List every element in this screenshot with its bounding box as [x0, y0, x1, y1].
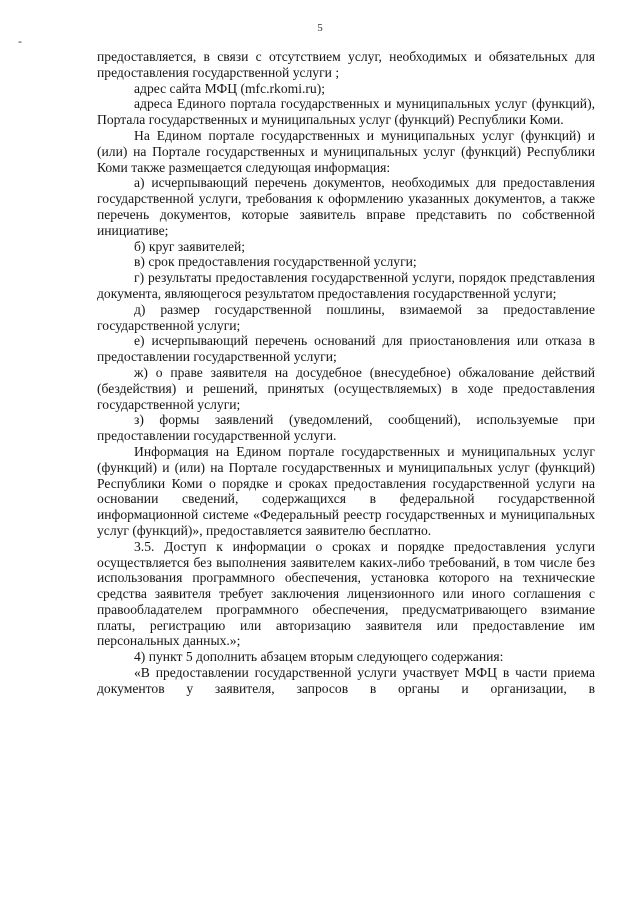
document-body — [97, 49, 595, 697]
paragraph: адреса Единого портала государственных и муниципальных услуг (функций), Портала государственных и муниципальных услуг (функций) Республики Коми. — [97, 96, 595, 128]
paragraph: е) исчерпывающий перечень оснований для приостановления или отказа в предоставлении государственной услуги; — [97, 333, 595, 365]
scan-mark: - — [18, 34, 22, 48]
paragraph: На Едином портале государственных и муниципальных услуг (функций) и (или) на Портале государственных и муниципальных услуг (функций) Республики Коми также размещается следующая информация: — [97, 127, 595, 175]
paragraph: предоставляется, в связи с отсутствием услуг, необходимых и обязательных для предоставления государственной услуги ; — [97, 49, 595, 80]
paragraph: 3.5. Доступ к информации о сроках и порядке предоставления услуги осуществляется без выполнения заявителем каких-либо требований, в том числе без использования программного обеспечения, установка которого на технические средства заявителя требует заключения лицензионного или иного соглашения с правообладателем программного обеспечения, предусматривающего взимание платы, регистрацию или авторизацию заявителя или предоставление им персональных данных.»; — [97, 538, 595, 649]
paragraph: з) формы заявлений (уведомлений, сообщений), используемые при предоставлении государственной услуги. — [97, 412, 595, 444]
paragraph: д) размер государственной пошлины, взимаемой за предоставление государственной услуги; — [97, 301, 595, 333]
paragraph: в) срок предоставления государственной услуги; — [134, 254, 417, 270]
paragraph: адрес сайта МФЦ (mfc.rkomi.ru); — [134, 80, 326, 96]
paragraph: б) круг заявителей; — [134, 238, 246, 254]
page-number: 5 — [317, 22, 323, 34]
paragraph: 4) пункт 5 дополнить абзацем вторым следующего содержания: — [134, 649, 504, 665]
paragraph: а) исчерпывающий перечень документов, необходимых для предоставления государственной услуги, требования к оформлению указанных документов, а также перечень документов, которые заявитель вправе представить по собственной инициативе; — [97, 175, 595, 238]
paragraph: «В предоставлении государственной услуги участвует МФЦ в части приема документов у заявителя, запросов в органы и организации, в — [97, 665, 595, 696]
paragraph: г) результаты предоставления государственной услуги, порядок представления документа, являющегося результатом предоставления государственной услуги; — [97, 270, 595, 301]
paragraph: Информация на Едином портале государственных и муниципальных услуг (функций) и (или) на Портале государственных и муниципальных услуг (функций) Республики Коми о порядке и сроках предоставления государственной услуги на основании сведений, содержащихся в федеральной государственной информационной системе «Федеральный реестр государственных и муниципальных услуг (функций)», предоставляется заявителю бесплатно. — [97, 443, 595, 538]
paragraph: ж) о праве заявителя на досудебное (внесудебное) обжалование действий (бездействия) и решений, принятых (осуществляемых) в ходе предоставления государственной услуги; — [97, 364, 595, 412]
